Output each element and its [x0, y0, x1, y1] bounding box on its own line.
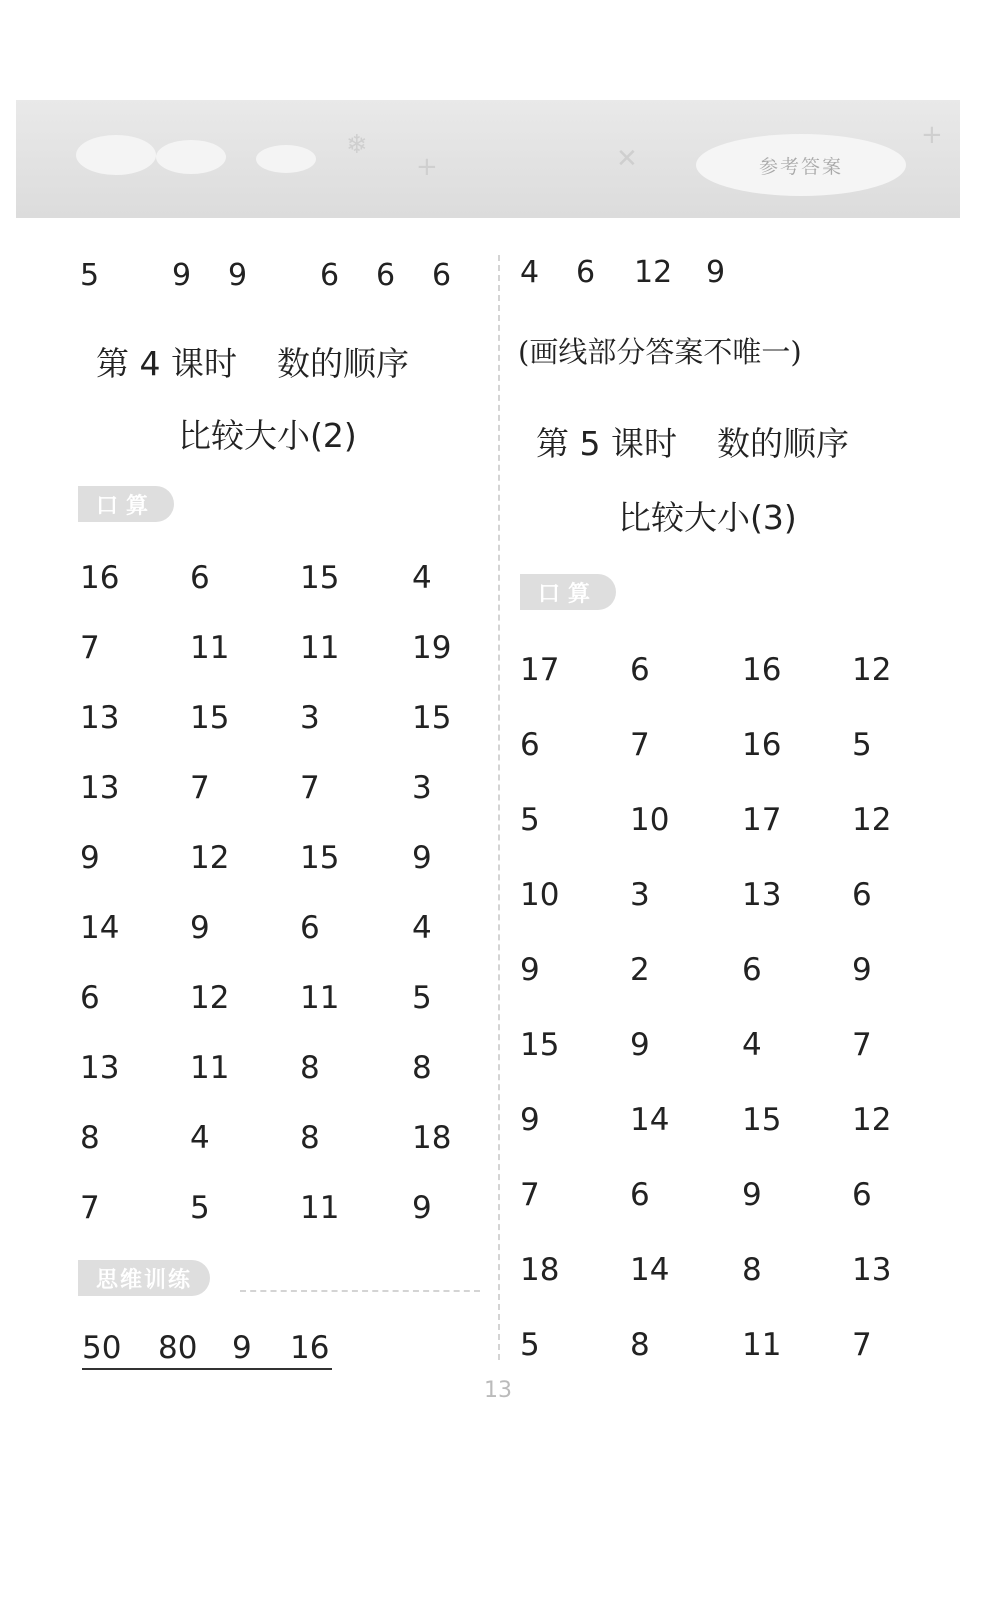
answer-cell: 5 — [190, 1190, 210, 1226]
answer-cell: 16 — [80, 560, 120, 596]
answer-cell: 7 — [80, 1190, 100, 1226]
answer-cell: 14 — [80, 910, 120, 946]
answer-cell: 2 — [630, 952, 650, 988]
answer-cell: 8 — [742, 1252, 762, 1288]
answer-cell: 16 — [742, 727, 782, 763]
answer-cell: 15 — [190, 700, 230, 736]
answer-cell: 6 — [80, 980, 100, 1016]
answer-cell: 9 — [520, 952, 540, 988]
answer: 6 — [432, 258, 452, 293]
answer-note: (画线部分答案不唯一) — [518, 335, 802, 369]
answer-cell: 6 — [520, 727, 540, 763]
answer-cell: 9 — [852, 952, 872, 988]
answer-cell: 6 — [852, 877, 872, 913]
answer: 5 — [80, 258, 100, 293]
answer-cell: 7 — [520, 1177, 540, 1213]
oral-calc-tag: 口算 — [520, 574, 616, 610]
answer-cell: 14 — [630, 1252, 670, 1288]
answer: 12 — [634, 255, 673, 290]
lesson-number: 第 5 课时 — [536, 424, 677, 463]
lesson-title — [96, 338, 409, 385]
answer-underline — [82, 1368, 332, 1370]
cloud-decoration — [76, 135, 156, 175]
answer-cell: 15 — [742, 1102, 782, 1138]
answer-cell: 6 — [630, 652, 650, 688]
answer: 9 — [172, 258, 192, 293]
oral-calc-tag: 口算 — [78, 486, 174, 522]
answer: 6 — [320, 258, 340, 293]
answer-cell: 14 — [630, 1102, 670, 1138]
answer-cell: 7 — [852, 1027, 872, 1063]
column-divider — [498, 255, 500, 1360]
answer-cell: 12 — [190, 980, 230, 1016]
answer: 9 — [232, 1330, 252, 1366]
answer-key-badge: 参考答案 — [696, 134, 906, 196]
answer-cell: 13 — [80, 770, 120, 806]
answer-cell: 15 — [300, 840, 340, 876]
answer-cell: 17 — [520, 652, 560, 688]
answer-cell: 13 — [742, 877, 782, 913]
answer-cell: 17 — [742, 802, 782, 838]
answer-cell: 16 — [742, 652, 782, 688]
answer-cell: 18 — [412, 1120, 452, 1156]
answer-cell: 8 — [412, 1050, 432, 1086]
answer-cell: 12 — [852, 652, 892, 688]
answer-cell: 15 — [520, 1027, 560, 1063]
answer-cell: 11 — [190, 630, 230, 666]
answer-cell: 8 — [80, 1120, 100, 1156]
answer-cell: 7 — [300, 770, 320, 806]
answer-cell: 10 — [520, 877, 560, 913]
lesson-number: 第 4 课时 — [96, 344, 237, 383]
answer-cell: 4 — [412, 910, 432, 946]
answer-cell: 12 — [852, 1102, 892, 1138]
answer: 4 — [520, 255, 540, 290]
answer-cell: 9 — [520, 1102, 540, 1138]
answer-cell: 5 — [520, 802, 540, 838]
answer-cell: 4 — [190, 1120, 210, 1156]
plus-icon: + — [921, 120, 943, 150]
lesson-subtitle: 比较大小(2) — [178, 416, 357, 455]
answer: 6 — [576, 255, 596, 290]
answer-cell: 9 — [412, 1190, 432, 1226]
answer-cell: 5 — [412, 980, 432, 1016]
answer-cell: 9 — [412, 840, 432, 876]
cloud-decoration — [156, 140, 226, 174]
answer-cell: 7 — [630, 727, 650, 763]
answer: 9 — [228, 258, 248, 293]
answer-cell: 6 — [190, 560, 210, 596]
header-banner — [16, 100, 960, 218]
answer-cell: 8 — [300, 1050, 320, 1086]
answer-cell: 9 — [80, 840, 100, 876]
answer-cell: 6 — [630, 1177, 650, 1213]
lesson-topic: 数的顺序 — [276, 344, 409, 383]
answer-cell: 19 — [412, 630, 452, 666]
answer-cell: 11 — [742, 1327, 782, 1363]
answer-cell: 10 — [630, 802, 670, 838]
answer-cell: 11 — [300, 980, 340, 1016]
answer-cell: 3 — [412, 770, 432, 806]
page-number: 13 — [484, 1378, 512, 1403]
answer-cell: 4 — [412, 560, 432, 596]
answer-cell: 5 — [520, 1327, 540, 1363]
answer-cell: 15 — [300, 560, 340, 596]
answer-cell: 9 — [190, 910, 210, 946]
answer-cell: 6 — [742, 952, 762, 988]
snowflake-icon: ❄ — [346, 130, 368, 160]
answer-cell: 6 — [852, 1177, 872, 1213]
cloud-decoration — [256, 145, 316, 173]
answer-cell: 12 — [190, 840, 230, 876]
answer-cell: 15 — [412, 700, 452, 736]
lesson-title — [536, 418, 849, 465]
lesson-subtitle: 比较大小(3) — [618, 498, 797, 537]
answer-cell: 6 — [300, 910, 320, 946]
answer-cell: 11 — [190, 1050, 230, 1086]
answer-cell: 3 — [300, 700, 320, 736]
tag-rule — [240, 1290, 480, 1292]
answer-cell: 18 — [520, 1252, 560, 1288]
answer-cell: 8 — [300, 1120, 320, 1156]
plus-icon: ✕ — [616, 144, 638, 174]
answer-cell: 13 — [80, 700, 120, 736]
answer-cell: 9 — [742, 1177, 762, 1213]
answer: 6 — [376, 258, 396, 293]
answer-cell: 7 — [852, 1327, 872, 1363]
answer-cell: 13 — [852, 1252, 892, 1288]
lesson-topic: 数的顺序 — [716, 424, 849, 463]
answer-cell: 7 — [190, 770, 210, 806]
answer-cell: 5 — [852, 727, 872, 763]
answer-cell: 13 — [80, 1050, 120, 1086]
answer: 9 — [706, 255, 726, 290]
answer: 16 — [290, 1330, 330, 1366]
plus-icon: + — [416, 152, 438, 182]
answer: 80 — [158, 1330, 198, 1366]
answer-cell: 11 — [300, 1190, 340, 1226]
answer-cell: 3 — [630, 877, 650, 913]
answer-cell: 9 — [630, 1027, 650, 1063]
thinking-training-tag: 思维训练 — [78, 1260, 210, 1296]
answer-cell: 7 — [80, 630, 100, 666]
answer-cell: 4 — [742, 1027, 762, 1063]
answer-cell: 8 — [630, 1327, 650, 1363]
answer-cell: 11 — [300, 630, 340, 666]
answer-cell: 12 — [852, 802, 892, 838]
answer: 50 — [82, 1330, 122, 1366]
